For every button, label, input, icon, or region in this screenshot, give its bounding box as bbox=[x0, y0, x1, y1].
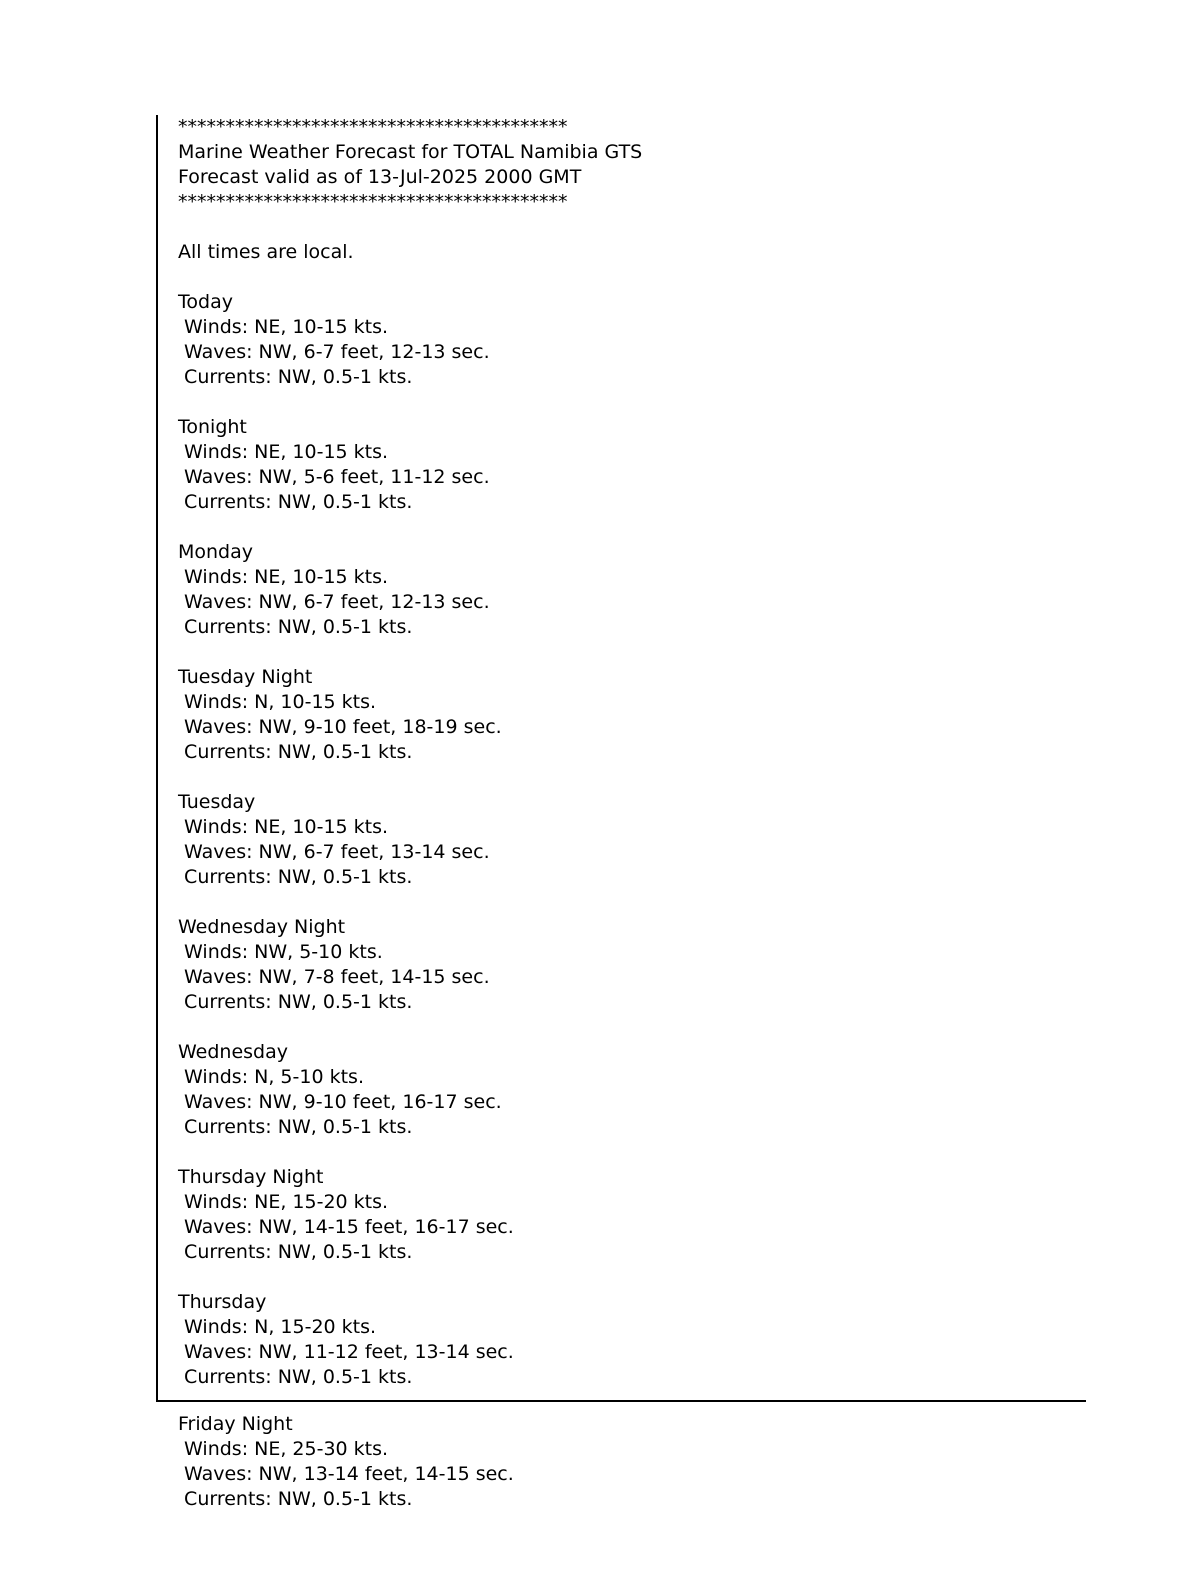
period-winds: Winds: NE, 15-20 kts. bbox=[178, 1191, 389, 1213]
document-page bbox=[0, 115, 1200, 1512]
period-winds: Winds: N, 10-15 kts. bbox=[178, 691, 377, 713]
forecast-period-today bbox=[178, 290, 1086, 390]
separator-line-bottom: ***************************************** bbox=[178, 191, 568, 213]
period-waves: Waves: NW, 7-8 feet, 14-15 sec. bbox=[178, 966, 490, 988]
period-name: Wednesday bbox=[178, 1041, 289, 1063]
forecast-period-wednesday-night bbox=[178, 915, 1086, 1015]
separator-line-top: ***************************************** bbox=[178, 116, 568, 138]
period-currents: Currents: NW, 0.5-1 kts. bbox=[178, 866, 413, 888]
period-waves: Waves: NW, 6-7 feet, 12-13 sec. bbox=[178, 341, 490, 363]
period-currents: Currents: NW, 0.5-1 kts. bbox=[178, 366, 413, 388]
forecast-period-wednesday bbox=[178, 1040, 1086, 1140]
period-waves: Waves: NW, 9-10 feet, 18-19 sec. bbox=[178, 716, 502, 738]
period-winds: Winds: NE, 10-15 kts. bbox=[178, 816, 389, 838]
period-waves: Waves: NW, 13-14 feet, 14-15 sec. bbox=[178, 1463, 514, 1485]
period-currents: Currents: NW, 0.5-1 kts. bbox=[178, 1241, 413, 1263]
period-waves: Waves: NW, 6-7 feet, 13-14 sec. bbox=[178, 841, 490, 863]
period-winds: Winds: NE, 25-30 kts. bbox=[178, 1438, 389, 1460]
period-currents: Currents: NW, 0.5-1 kts. bbox=[178, 741, 413, 763]
period-currents: Currents: NW, 0.5-1 kts. bbox=[178, 491, 413, 513]
period-name: Tuesday bbox=[178, 791, 256, 813]
period-winds: Winds: NE, 10-15 kts. bbox=[178, 316, 389, 338]
forecast-box bbox=[156, 115, 1086, 1402]
period-waves: Waves: NW, 6-7 feet, 12-13 sec. bbox=[178, 591, 490, 613]
period-waves: Waves: NW, 5-6 feet, 11-12 sec. bbox=[178, 466, 490, 488]
period-winds: Winds: NE, 10-15 kts. bbox=[178, 566, 389, 588]
forecast-period-friday-night bbox=[178, 1412, 1200, 1512]
period-name: Monday bbox=[178, 541, 254, 563]
period-name: Thursday Night bbox=[178, 1166, 324, 1188]
period-currents: Currents: NW, 0.5-1 kts. bbox=[178, 1116, 413, 1138]
period-name: Tuesday Night bbox=[178, 666, 313, 688]
period-currents: Currents: NW, 0.5-1 kts. bbox=[178, 991, 413, 1013]
times-note: All times are local. bbox=[178, 241, 354, 263]
forecast-period-tuesday-night bbox=[178, 665, 1086, 765]
period-name: Wednesday Night bbox=[178, 916, 346, 938]
period-name: Friday Night bbox=[178, 1413, 293, 1435]
period-currents: Currents: NW, 0.5-1 kts. bbox=[178, 1366, 413, 1388]
period-winds: Winds: N, 5-10 kts. bbox=[178, 1066, 364, 1088]
forecast-period-thursday-night bbox=[178, 1165, 1086, 1265]
period-winds: Winds: N, 15-20 kts. bbox=[178, 1316, 377, 1338]
forecast-period-thursday bbox=[178, 1290, 1086, 1390]
period-winds: Winds: NW, 5-10 kts. bbox=[178, 941, 383, 963]
period-waves: Waves: NW, 14-15 feet, 16-17 sec. bbox=[178, 1216, 514, 1238]
period-name: Tonight bbox=[178, 416, 247, 438]
period-name: Thursday bbox=[178, 1291, 267, 1313]
forecast-title: Marine Weather Forecast for TOTAL Namibia GTS bbox=[178, 141, 643, 163]
period-winds: Winds: NE, 10-15 kts. bbox=[178, 441, 389, 463]
period-waves: Waves: NW, 11-12 feet, 13-14 sec. bbox=[178, 1341, 514, 1363]
forecast-period-monday bbox=[178, 540, 1086, 640]
period-currents: Currents: NW, 0.5-1 kts. bbox=[178, 1488, 413, 1510]
forecast-period-tonight bbox=[178, 415, 1086, 515]
forecast-valid-line: Forecast valid as of 13-Jul-2025 2000 GMT bbox=[178, 166, 582, 188]
period-currents: Currents: NW, 0.5-1 kts. bbox=[178, 616, 413, 638]
period-waves: Waves: NW, 9-10 feet, 16-17 sec. bbox=[178, 1091, 502, 1113]
forecast-period-tuesday bbox=[178, 790, 1086, 890]
period-name: Today bbox=[178, 291, 233, 313]
